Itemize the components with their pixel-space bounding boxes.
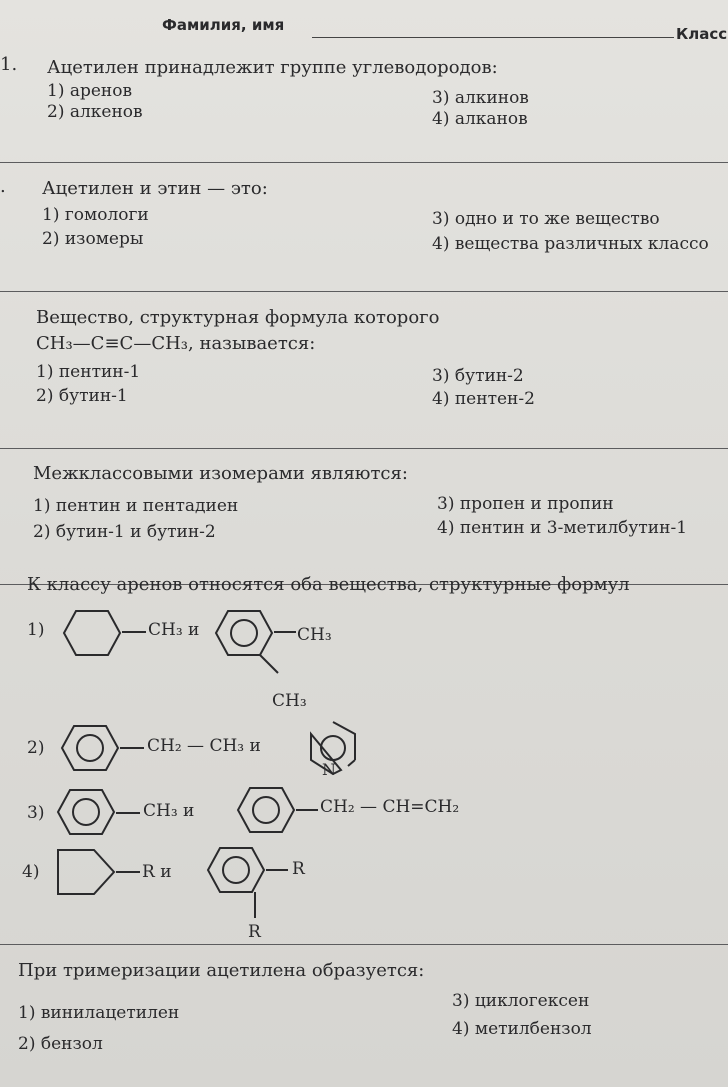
bond-line	[122, 630, 146, 634]
q1-text: Ацетилен принадлежит группе углеводородов:	[47, 57, 498, 78]
q1-option-2: 2) алкенов	[47, 102, 143, 122]
q4-option-1: 1) пентин и пентадиен	[33, 496, 239, 516]
q5-choice-1-ch3-and: CH₃ и	[148, 620, 200, 640]
cyclopentane-ring-icon	[56, 848, 116, 898]
name-underline	[312, 37, 674, 38]
q5-choice-4-r-bottom: R	[248, 922, 261, 942]
q5-text: К классу аренов относятся оба вещества, структурные формул	[27, 574, 630, 595]
q5-choice-3-number: 3)	[27, 803, 45, 823]
q6-option-4: 4) метилбензол	[452, 1019, 592, 1039]
divider	[0, 162, 728, 163]
q1-number: 1.	[0, 54, 18, 75]
bond-line	[296, 808, 318, 812]
q5-choice-2-number: 2)	[27, 738, 45, 758]
q6-text: При тримеризации ацетилена образуется:	[18, 960, 425, 981]
q4-option-3: 3) пропен и пропин	[437, 494, 614, 514]
benzene-ring-icon	[236, 786, 296, 836]
bond-line	[266, 868, 288, 872]
q5-choice-2-ethyl-and: CH₂ — CH₃ и	[147, 736, 261, 756]
q2-text: Ацетилен и этин — это:	[42, 178, 268, 199]
q2-option-4: 4) вещества различных классо	[432, 234, 709, 254]
q1-option-1: 1) аренов	[47, 81, 133, 101]
q3-option-1: 1) пентин-1	[36, 362, 141, 382]
q3-formula: CH₃—C≡C—CH₃, называется:	[36, 333, 316, 354]
divider	[0, 291, 728, 292]
q5-choice-4-number: 4)	[22, 862, 40, 882]
bond-line	[116, 870, 140, 874]
bond-line	[120, 746, 144, 750]
bond-line	[274, 630, 296, 634]
bond-line	[116, 811, 140, 815]
q5-choice-1-ch3-bottom: CH₃	[272, 691, 307, 711]
q3-option-2: 2) бутин-1	[36, 386, 128, 406]
q2-option-1: 1) гомологи	[42, 205, 149, 225]
q5-choice-3-ch3-and: CH₃ и	[143, 801, 195, 821]
q3-text: Вещество, структурная формула которого	[36, 307, 440, 328]
divider	[0, 944, 728, 945]
q4-text: Межклассовыми изомерами являются:	[33, 463, 408, 484]
q3-option-3: 3) бутин-2	[432, 366, 524, 386]
q4-option-2: 2) бутин-1 и бутин-2	[33, 522, 216, 542]
q5-choice-3-allyl: CH₂ — CH=CH₂	[320, 797, 460, 817]
benzene-ring-icon	[214, 609, 274, 659]
benzene-ring-icon	[60, 724, 120, 774]
class-label: Класс	[676, 25, 728, 43]
divider	[0, 448, 728, 449]
q1-option-3: 3) алкинов	[432, 88, 529, 108]
q2-option-2: 2) изомеры	[42, 229, 144, 249]
bond-line	[260, 655, 282, 677]
q5-choice-1-ch3-right: CH₃	[297, 625, 332, 645]
q3-option-4: 4) пентен-2	[432, 389, 535, 409]
q1-option-4: 4) алканов	[432, 109, 528, 129]
bond-line	[252, 892, 258, 920]
cyclohexane-ring-icon	[62, 609, 122, 659]
q5-choice-4-r-right: R	[292, 859, 305, 879]
q5-choice-2-nitrogen: N	[322, 760, 336, 779]
benzene-ring-icon	[56, 788, 116, 838]
q2-number: .	[0, 176, 6, 197]
q5-choice-1-number: 1)	[27, 620, 45, 640]
benzene-ring-icon	[206, 846, 266, 896]
q6-option-3: 3) циклогексен	[452, 991, 590, 1011]
q5-choice-4-r-and: R и	[142, 862, 172, 882]
q4-option-4: 4) пентин и 3-метилбутин-1	[437, 518, 688, 538]
q2-option-3: 3) одно и то же вещество	[432, 209, 660, 229]
q6-option-2: 2) бензол	[18, 1034, 103, 1054]
name-label: Фамилия, имя	[162, 16, 285, 34]
q6-option-1: 1) винилацетилен	[18, 1003, 180, 1023]
